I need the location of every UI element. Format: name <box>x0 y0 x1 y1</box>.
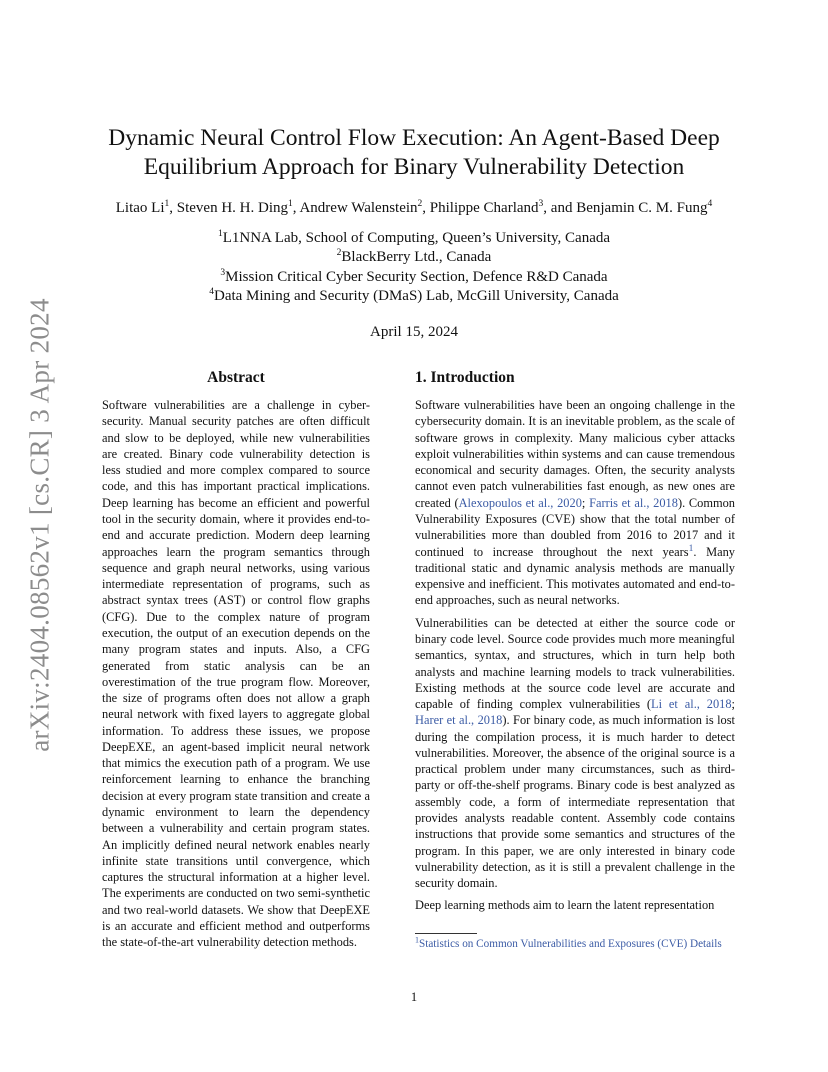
author: Andrew Walenstein$^2$, <box>299 199 430 216</box>
author: Benjamin C. M. Fung$^4$ <box>576 199 713 216</box>
footnote-marker[interactable]: 1 <box>688 543 694 554</box>
footnote-rule <box>415 933 477 934</box>
introduction-heading: 1. Introduction <box>415 369 515 386</box>
intro-paragraph-1: Software vulnerabilities have been an ongoing challenge in the cybersecurity domain. It is an inevitable problem, as the scale of software grows in complexity. Many malicious cyber attacks exploit vulnerabilities within systems and can cause tremendous economical and security damages. Often, the security analysts cannot even patch vulnerabilities fast enough, as new ones are created (Alexopoulos et al., 2020; Farris et al., 2018). Common Vulnerability Exposures (CVE) show that the total number of vulnerabilities more than doubled from 2016 to 2017 and it continued to increase throughout the next years$^1$. Many traditional static and dynamic analysis methods are manually expensive and inefficient. This motivates automated and end-to-end approaches, such as neural networks. <box>415 398 736 608</box>
citation-link[interactable]: Li et al., 2018 <box>651 697 732 712</box>
page-number: 1 <box>410 990 418 1004</box>
affiliation: $^1$L1NNA Lab, School of Computing, Queen’s University, Canada <box>217 229 611 246</box>
footnote[interactable]: $^1$Statistics on Common Vulnerabilities and Exposures (CVE) Details <box>415 935 722 950</box>
affiliation: $^3$Mission Critical Cyber Security Section, Defence R&D Canada <box>220 267 608 285</box>
citation-link[interactable]: Alexopoulos et al., 2020 <box>458 495 582 510</box>
affiliation: $^2$BlackBerry Ltd., Canada <box>336 248 492 266</box>
author: Steven H. H. Ding$^1$, <box>176 199 300 216</box>
publication-date: April 15, 2024 <box>370 324 458 340</box>
abstract-section <box>102 368 370 951</box>
arxiv-identifier-text: arXiv:2404.08562v1 [cs.CR] 3 Apr 2024 <box>24 298 55 752</box>
abstract-heading: Abstract <box>207 369 265 386</box>
footnote-link[interactable]: Statistics on Common Vulnerabilities and Exposures (CVE) Details <box>419 938 722 950</box>
citation-link[interactable]: Harer et al., 2018 <box>415 713 503 728</box>
author: Litao Li$^1$, <box>115 199 177 216</box>
abstract-text: Software vulnerabilities are a challenge in cyber-security. Manual security patches are often difficult and slow to be deployed, while new vulnerabilities are created. Binary code vulnerability detection is less studied and more complex compared to source code, and this has important practical implications. Deep learning has become an efficient and powerful tool in the security domain, where it provides end-to-end and accurate prediction. Modern deep learning approaches learn the program semantics through sequence and graph neural networks, using various intermediate representation of programs, such as abstract syntax trees (AST) or control flow graphs (CFG). Due to the complex nature of program execution, the output of an execution depends on the many program states and inputs. Also, a CFG generated from static analysis can be an overestimation of the true program flow. Moreover, the size of programs often does not allow a graph neural network with fixed layers to aggregate global information. To address these issues, we propose DeepEXE, an agent-based implicit neural network that mimics the execution path of a program. We use reinforcement learning to enhance the branching decision at every program state transition and create a dynamic environment to learn the dependency between a vulnerability and certain program states. An implicitly defined neural network enables nearly infinite state transitions until convergence, which captures the structural information at a higher level. The experiments are conducted on two semi-synthetic and two real-world datasets. We show that DeepEXE is an accurate and efficient method and outperforms the state-of-the-art vulnerability detection methods. <box>102 398 370 950</box>
arxiv-identifier <box>22 290 58 760</box>
affiliation: $^4$Data Mining and Security (DMaS) Lab, McGill University, Canada <box>209 286 619 304</box>
paper-title: Dynamic Neural Control Flow Execution: An Agent-Based Deep Equilibrium Approach for Binary Vulnerability Detection <box>108 125 720 180</box>
author-list <box>60 198 768 218</box>
author: Philippe Charland$^3$, and <box>429 199 577 216</box>
affiliation-list <box>60 229 768 306</box>
intro-paragraph-3: Deep learning methods aim to learn the latent representation <box>415 898 715 913</box>
intro-paragraph-2: Vulnerabilities can be detected at either the source code or binary code level. Source code provides much more meaningful semantics, syntax, and structures, which in turn help both analysts and machine learning models to track vulnerabilities. Existing methods at the source code level are accurate and capable of finding complex vulnerabilities (Li et al., 2018; Harer et al., 2018). For binary code, as much information is lost during the compilation process, it is much harder to detect vulnerabilities. Moreover, the absence of the original source is a practical problem under many circumstances, such as third-party or off-the-shelf programs. Binary code is best analyzed as assembly code, a form of intermediate representation that provides analysts readable content. Assembly code contains instructions that provide some semantics and structures of the program. In this paper, we are only interested in binary code vulnerability detection, as it is still a prevalent challenge in the security domain. <box>415 615 736 891</box>
introduction-section <box>415 368 735 914</box>
citation-link[interactable]: Farris et al., 2018 <box>589 495 678 510</box>
